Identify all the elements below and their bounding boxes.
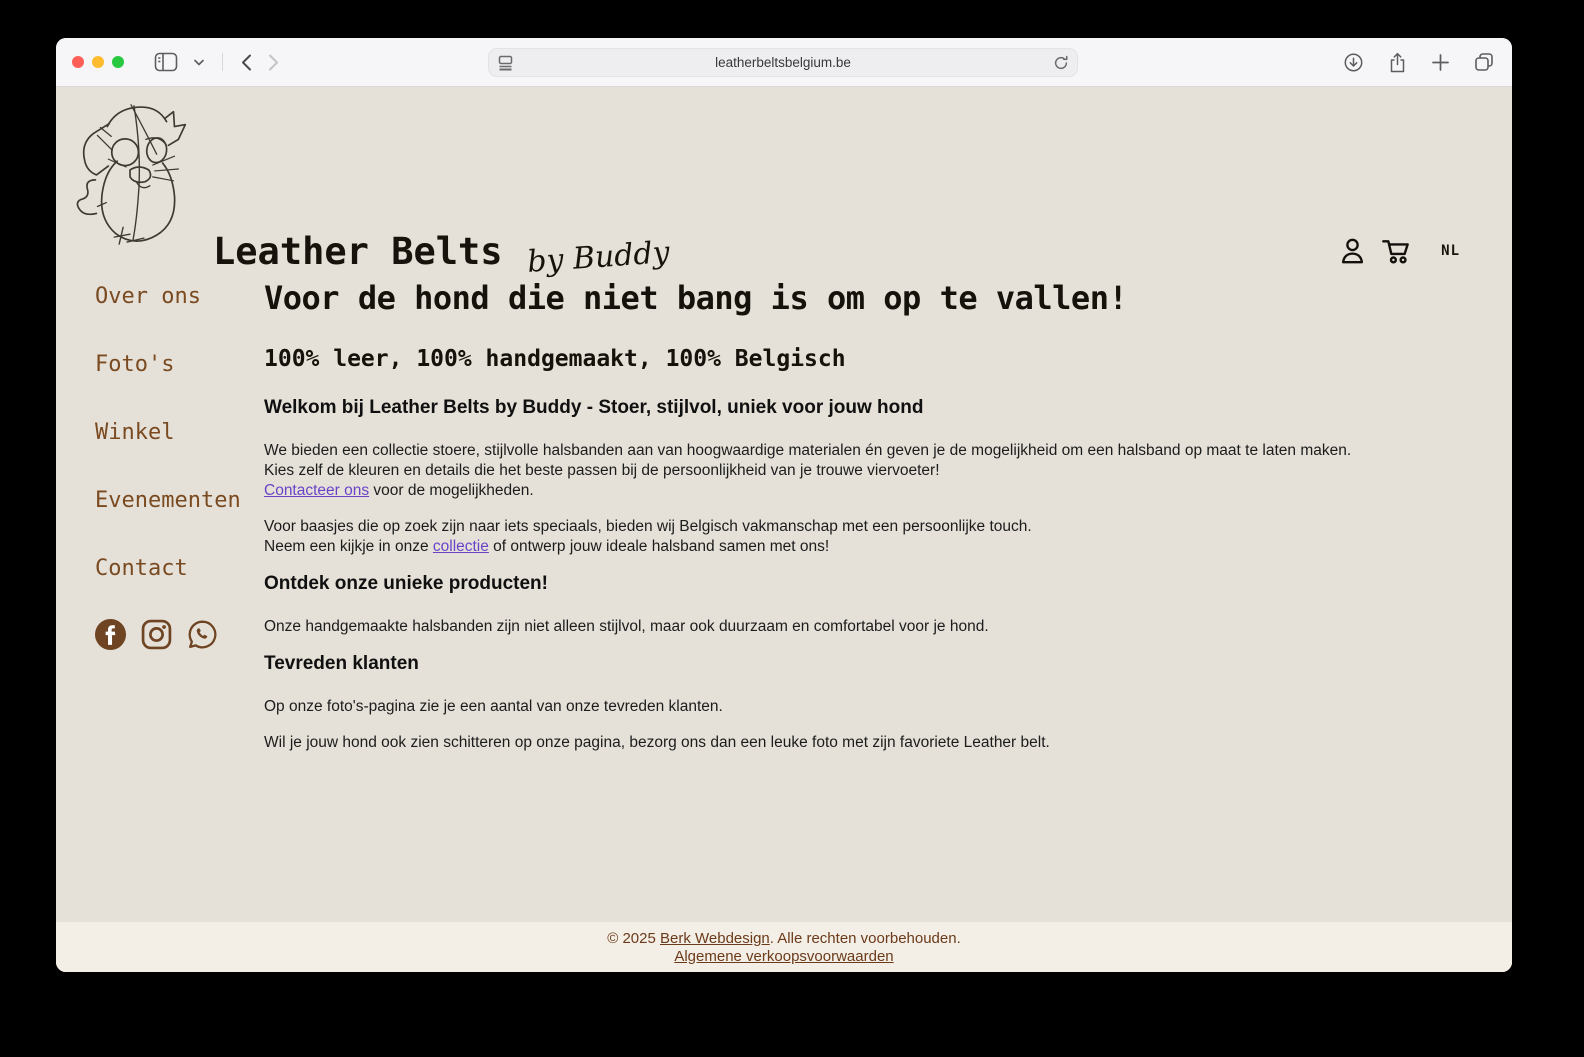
site-title <box>213 230 671 280</box>
hero-heading: Voor de hond die niet bang is om op te vallen! <box>264 279 1128 317</box>
tab-overview-icon[interactable] <box>1472 50 1496 74</box>
url-text: leatherbeltsbelgium.be <box>715 55 851 70</box>
welcome-heading: Welkom bij Leather Belts by Buddy - Stoer, stijlvol, uniek voor jouw hond <box>264 397 924 418</box>
page-settings-icon[interactable] <box>498 55 513 71</box>
reload-icon[interactable] <box>1053 55 1069 71</box>
hero-subheading: 100% leer, 100% handgemaakt, 100% Belgisch <box>264 346 846 372</box>
cart-icon[interactable] <box>1381 236 1412 265</box>
sidebar-item-evenementen[interactable]: Evenementen <box>95 488 241 513</box>
sidebar-item-over-ons[interactable]: Over ons <box>95 284 201 309</box>
brand-name: Leather Belts <box>213 230 503 273</box>
toolbar-divider <box>222 53 223 71</box>
sidebar-item-fotos[interactable]: Foto's <box>95 352 175 377</box>
social-links <box>95 619 218 650</box>
address-bar[interactable] <box>488 48 1078 77</box>
account-area <box>1339 236 1466 265</box>
products-paragraph: Onze handgemaakte halsbanden zijn niet alleen stijlvol, maar ook duurzaam en comfortabel voor je hond. <box>264 618 989 635</box>
site-logo-dog-sketch[interactable] <box>67 89 197 247</box>
downloads-icon[interactable] <box>1342 51 1365 74</box>
custom-paragraph: Voor baasjes die op zoek zijn naar iets speciaals, bieden wij Belgisch vakmanschap met een persoonlijke touch. Neem een kijkje in onze collectie of ontwerp jouw ideale halsband samen met ons! <box>264 518 1032 555</box>
sidebar-item-contact[interactable]: Contact <box>95 556 188 581</box>
facebook-icon[interactable] <box>95 619 126 650</box>
share-icon[interactable] <box>1386 50 1409 75</box>
window-controls <box>72 56 124 68</box>
customers-paragraph-2: Wil je jouw hond ook zien schitteren op onze pagina, bezorg ons dan een leuke foto met zijn favoriete Leather belt. <box>264 734 1050 751</box>
new-tab-icon[interactable] <box>1430 52 1451 73</box>
browser-window <box>56 38 1512 972</box>
welcome-paragraph: We bieden een collectie stoere, stijlvolle halsbanden aan van hoogwaardige materialen én geven je de mogelijkheid om een halsband op maat te laten maken. Kies zelf de kleuren en details die het beste passen bij de persoonlijkheid van je trouwe viervoeter! Contacteer ons voor de mogelijkheden. <box>264 442 1352 499</box>
back-icon[interactable] <box>239 52 254 73</box>
brand-script: by Buddy <box>526 235 671 280</box>
copyright-line: © 2025 Berk Webdesign. Alle rechten voorbehouden. <box>607 930 961 947</box>
close-button[interactable] <box>72 56 84 68</box>
minimize-button[interactable] <box>92 56 104 68</box>
berk-webdesign-link[interactable]: Berk Webdesign <box>659 930 770 947</box>
page-content <box>56 87 1512 972</box>
zoom-button[interactable] <box>112 56 124 68</box>
forward-icon[interactable] <box>266 52 281 73</box>
sidebar-item-winkel[interactable]: Winkel <box>95 420 175 445</box>
instagram-icon[interactable] <box>141 619 172 650</box>
whatsapp-icon[interactable] <box>187 619 218 650</box>
main-content <box>264 279 1480 769</box>
customers-paragraph-1: Op onze foto's-pagina zie je een aantal van onze tevreden klanten. <box>264 698 723 715</box>
customers-heading: Tevreden klanten <box>264 653 419 674</box>
language-selector[interactable]: NL <box>1435 242 1466 260</box>
contacteer-ons-link[interactable]: Contacteer ons <box>264 482 370 499</box>
verkoopsvoorwaarden-link[interactable]: Algemene verkoopsvoorwaarden <box>674 947 894 965</box>
products-heading: Ontdek onze unieke producten! <box>264 573 548 594</box>
terms-line <box>56 948 1512 966</box>
browser-toolbar <box>56 38 1512 87</box>
sidebar-toggle-icon[interactable] <box>152 50 180 74</box>
sidebar-nav <box>95 284 265 624</box>
user-icon[interactable] <box>1339 236 1366 265</box>
chevron-down-icon[interactable] <box>192 57 206 68</box>
collectie-link[interactable]: collectie <box>432 538 489 555</box>
site-footer <box>56 922 1512 972</box>
